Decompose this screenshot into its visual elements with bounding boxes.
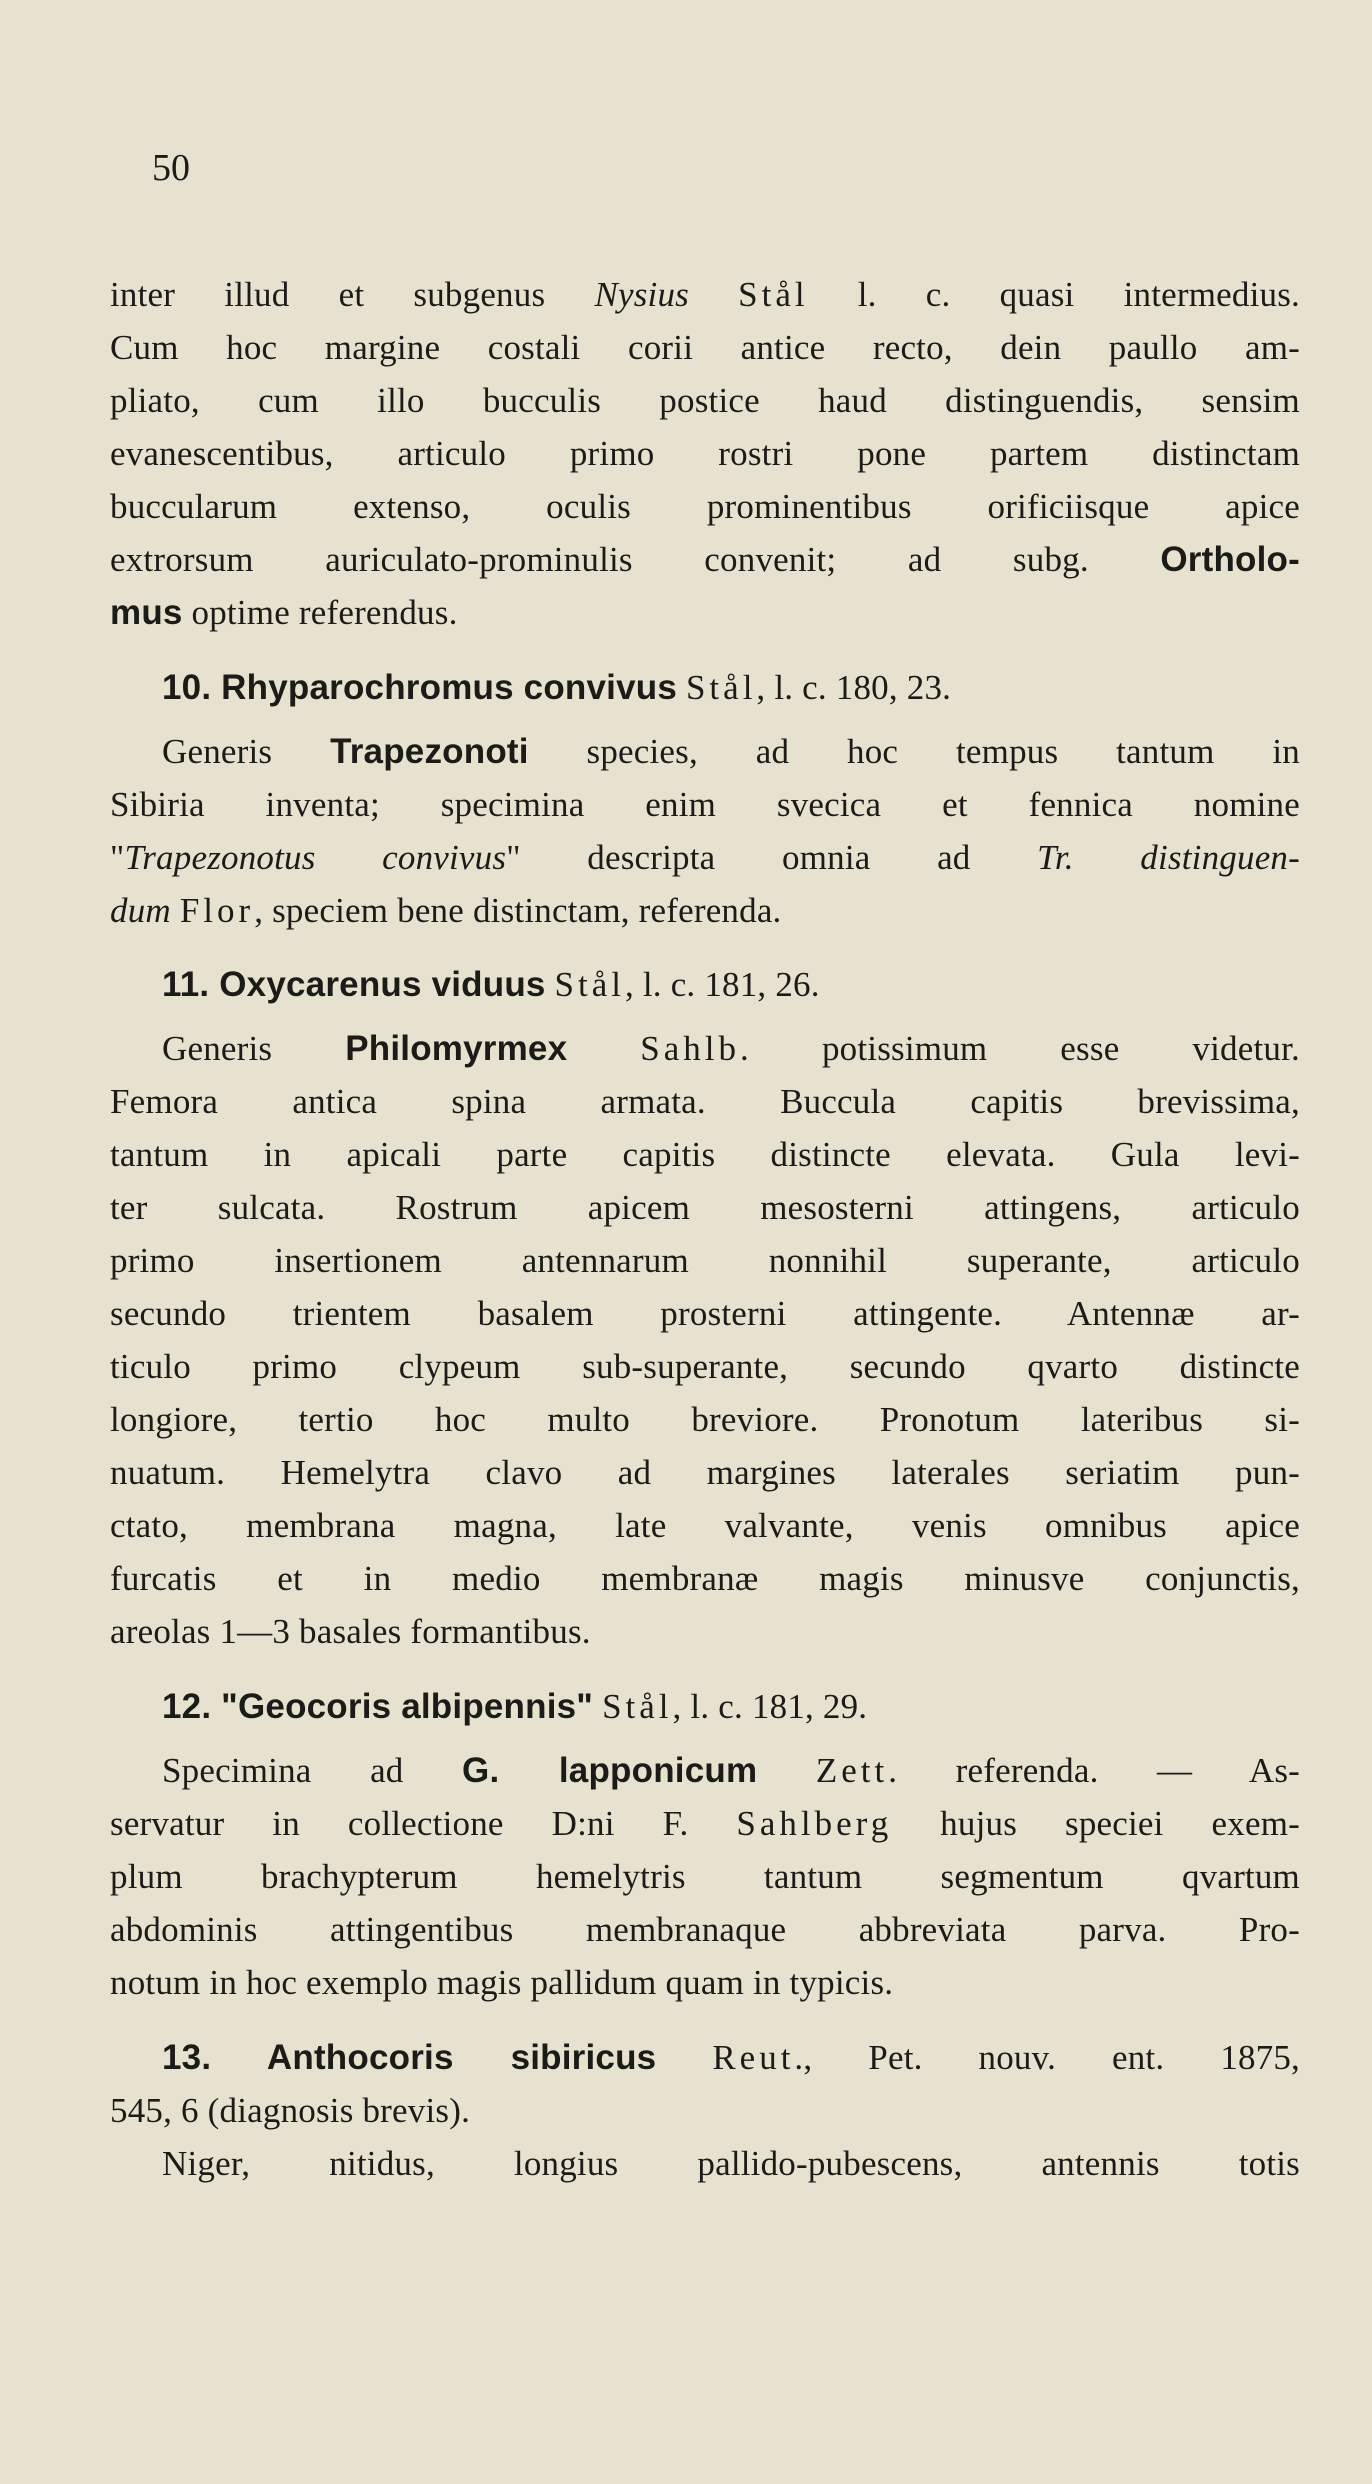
text-line: areolas 1—3 basales formantibus. (110, 1612, 591, 1651)
text-line: longiore, tertio hoc multo breviore. Pronotum lateribus si- (110, 1400, 1300, 1439)
text-line: Generis Philomyrmex Sahlb. potissimum esse videtur. (162, 1029, 1300, 1068)
text-line: Femora antica spina armata. Buccula capitis brevissima, (110, 1082, 1300, 1121)
text-line: extrorsum auriculato-prominulis convenit; ad subg. Ortholo- (110, 540, 1300, 579)
text-line: Cum hoc margine costali corii antice recto, dein paullo am- (110, 328, 1300, 367)
text-line: Generis Trapezonoti species, ad hoc tempus tantum in (162, 732, 1300, 771)
text-line: furcatis et in medio membranæ magis minusve conjunctis, (110, 1559, 1300, 1598)
species-heading-13: 13. Anthocoris sibiricus Reut., Pet. nouv. ent. 1875, (162, 2038, 1301, 2077)
text-line: tantum in apicali parte capitis distincte elevata. Gula levi- (110, 1135, 1300, 1174)
text-line: mus optime referendus. (110, 593, 458, 632)
page-number: 50 (152, 147, 190, 189)
species-heading-11: 11. Oxycarenus viduus Stål, l. c. 181, 26. (162, 965, 820, 1004)
text-line: plum brachypterum hemelytris tantum segmentum qvartum (110, 1857, 1300, 1896)
text-line: 545, 6 (diagnosis brevis). (110, 2091, 471, 2130)
text-line: Niger, nitidus, longius pallido-pubescens, antennis totis (162, 2144, 1300, 2183)
text-line: ter sulcata. Rostrum apicem mesosterni attingens, articulo (110, 1188, 1300, 1227)
species-heading-10: 10. Rhyparochromus convivus Stål, l. c. 180, 23. (162, 668, 952, 707)
text-line: Specimina ad G. lapponicum Zett. referenda. — As- (162, 1751, 1300, 1790)
text-line: buccularum extenso, oculis prominentibus orificiisque apice (110, 487, 1300, 526)
text-line: secundo trientem basalem prosterni attingente. Antennæ ar- (110, 1294, 1300, 1333)
text-line: inter illud et subgenus Nysius Stål l. c. quasi intermedius. (110, 275, 1301, 314)
text-line: Sibiria inventa; specimina enim svecica et fennica nomine (110, 785, 1300, 824)
text-line: evanescentibus, articulo primo rostri pone partem distinctam (110, 434, 1300, 473)
text-line: pliato, cum illo bucculis postice haud distinguendis, sensim (110, 381, 1300, 420)
text-line: nuatum. Hemelytra clavo ad margines laterales seriatim pun- (110, 1453, 1300, 1492)
text-line: "Trapezonotus convivus" descripta omnia ad Tr. distinguen- (110, 838, 1300, 877)
text-line: dum Flor, speciem bene distinctam, referenda. (110, 891, 782, 930)
text-line: primo insertionem antennarum nonnihil superante, articulo (110, 1241, 1300, 1280)
text-line: abdominis attingentibus membranaque abbreviata parva. Pro- (110, 1910, 1300, 1949)
text-line: ctato, membrana magna, late valvante, venis omnibus apice (110, 1506, 1300, 1545)
species-heading-12: 12. "Geocoris albipennis" Stål, l. c. 181, 29. (162, 1687, 868, 1726)
text-line: ticulo primo clypeum sub-superante, secundo qvarto distincte (110, 1347, 1300, 1386)
text-line: notum in hoc exemplo magis pallidum quam in typicis. (110, 1963, 894, 2002)
text-line: servatur in collectione D:ni F. Sahlberg hujus speciei exem- (110, 1804, 1300, 1843)
